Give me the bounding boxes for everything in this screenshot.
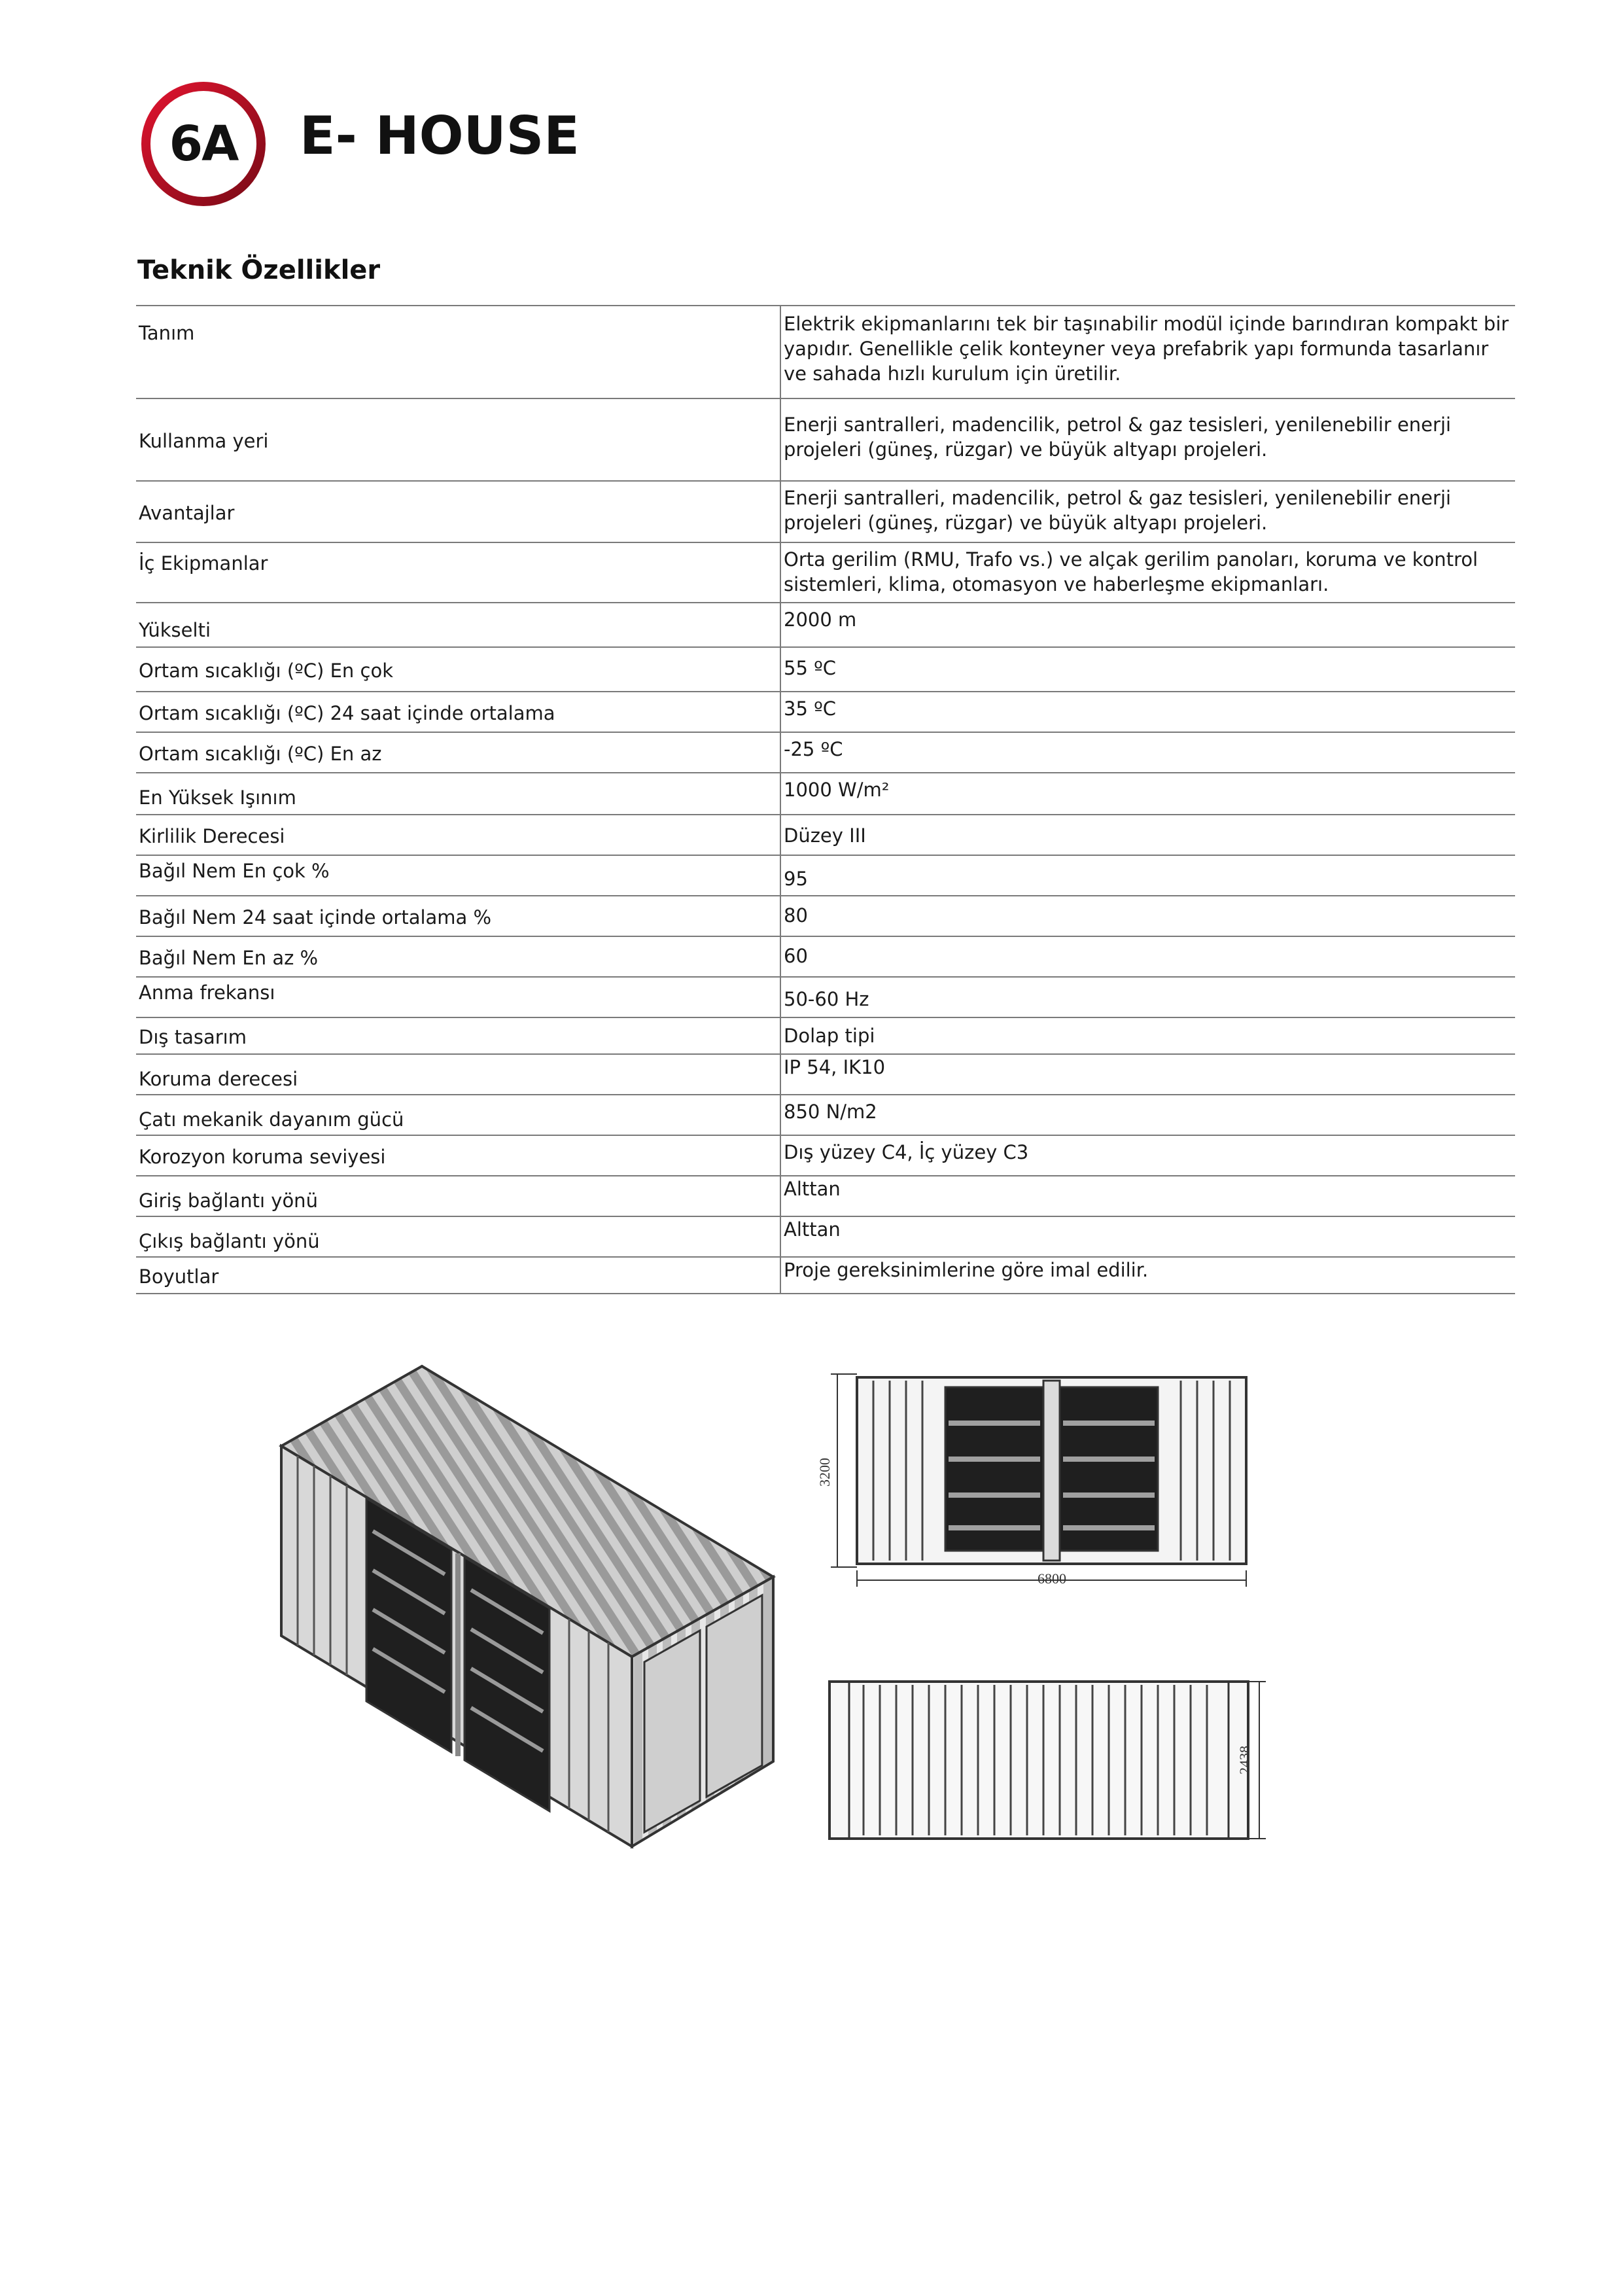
spec-value: Alttan	[780, 1216, 1515, 1257]
spec-label: Dış tasarım	[136, 1017, 780, 1054]
section-title: Teknik Özellikler	[137, 255, 381, 285]
spec-label: Bağıl Nem En az %	[136, 936, 780, 977]
spec-label: Giriş bağlantı yönü	[136, 1176, 780, 1216]
spec-row	[136, 306, 1515, 398]
spec-value: Alttan	[780, 1176, 1515, 1216]
page-title: E- HOUSE	[300, 105, 580, 166]
spec-value: Dolap tipi	[780, 1017, 1515, 1054]
spec-label: Bağıl Nem En çok %	[136, 855, 780, 896]
length-dimension: 6800	[1038, 1570, 1066, 1587]
spec-row	[136, 1216, 1515, 1257]
spec-value: 35 ºC	[780, 692, 1515, 732]
spec-value: IP 54, IK10	[780, 1054, 1515, 1095]
spec-value: Düzey III	[780, 815, 1515, 855]
spec-value: 95	[780, 855, 1515, 896]
spec-row	[136, 732, 1515, 773]
spec-value: 55 ºC	[780, 647, 1515, 692]
spec-label: Çatı mekanik dayanım gücü	[136, 1095, 780, 1135]
spec-value: 850 N/m2	[780, 1095, 1515, 1135]
spec-value: Proje gereksinimlerine göre imal edilir.	[780, 1257, 1515, 1294]
spec-label: Yükselti	[136, 603, 780, 647]
height-dimension: 3200	[816, 1458, 833, 1487]
spec-row	[136, 936, 1515, 977]
spec-value: 2000 m	[780, 603, 1515, 647]
spec-value: Elektrik ekipmanlarını tek bir taşınabilir modül içinde barındıran kompakt bir yapıdır. Genellikle çelik konteyner veya prefabrik yapı formunda tasarlanır ve sahada hızlı kurulum için üretilir.	[780, 306, 1515, 398]
spec-row	[136, 603, 1515, 647]
spec-label: Ortam sıcaklığı (ºC) 24 saat içinde ortalama	[136, 692, 780, 732]
spec-row	[136, 692, 1515, 732]
spec-value: Dış yüzey C4, İç yüzey C3	[780, 1135, 1515, 1176]
spec-row	[136, 1257, 1515, 1294]
front-elevation-drawing	[811, 1361, 1269, 1597]
spec-value: Enerji santralleri, madencilik, petrol & gaz tesisleri, yenilenebilir enerji projeleri (güneş, rüzgar) ve büyük altyapı projeleri.	[780, 481, 1515, 542]
badge-label: 6A	[169, 116, 238, 172]
spec-row	[136, 647, 1515, 692]
width-dimension: 2438	[1236, 1746, 1253, 1775]
spec-label: Tanım	[136, 306, 780, 398]
spec-label: Kirlilik Derecesi	[136, 815, 780, 855]
spec-label: Çıkış bağlantı yönü	[136, 1216, 780, 1257]
spec-label: Koruma derecesi	[136, 1054, 780, 1095]
spec-row	[136, 1135, 1515, 1176]
spec-value: Orta gerilim (RMU, Trafo vs.) ve alçak gerilim panoları, koruma ve kontrol sistemleri, klima, otomasyon ve haberleşme ekipmanları.	[780, 542, 1515, 603]
spec-label: Korozyon koruma seviyesi	[136, 1135, 780, 1176]
spec-row	[136, 1176, 1515, 1216]
spec-label: Ortam sıcaklığı (ºC) En az	[136, 732, 780, 773]
spec-label: Kullanma yeri	[136, 398, 780, 481]
spec-row	[136, 977, 1515, 1017]
spec-value: 60	[780, 936, 1515, 977]
spec-value: 80	[780, 896, 1515, 936]
spec-row	[136, 1095, 1515, 1135]
spec-row	[136, 398, 1515, 481]
spec-row	[136, 1017, 1515, 1054]
spec-row	[136, 815, 1515, 855]
spec-label: Avantajlar	[136, 481, 780, 542]
spec-value: 1000 W/m²	[780, 773, 1515, 815]
spec-row	[136, 542, 1515, 603]
spec-value: Enerji santralleri, madencilik, petrol & gaz tesisleri, yenilenebilir enerji projeleri (güneş, rüzgar) ve büyük altyapı projeleri.	[780, 398, 1515, 481]
spec-label: Bağıl Nem 24 saat içinde ortalama %	[136, 896, 780, 936]
spec-row	[136, 773, 1515, 815]
spec-label: Anma frekansı	[136, 977, 780, 1017]
spec-table	[136, 305, 1515, 1294]
spec-row	[136, 1054, 1515, 1095]
spec-row	[136, 896, 1515, 936]
spec-label: En Yüksek Işınım	[136, 773, 780, 815]
spec-row	[136, 855, 1515, 896]
spec-row	[136, 481, 1515, 542]
spec-label: İç Ekipmanlar	[136, 542, 780, 603]
top-view-drawing	[818, 1672, 1276, 1855]
spec-value: 50-60 Hz	[780, 977, 1515, 1017]
spec-value: -25 ºC	[780, 732, 1515, 773]
spec-label: Ortam sıcaklığı (ºC) En çok	[136, 647, 780, 692]
spec-label: Boyutlar	[136, 1257, 780, 1294]
isometric-container-drawing	[268, 1361, 792, 1852]
